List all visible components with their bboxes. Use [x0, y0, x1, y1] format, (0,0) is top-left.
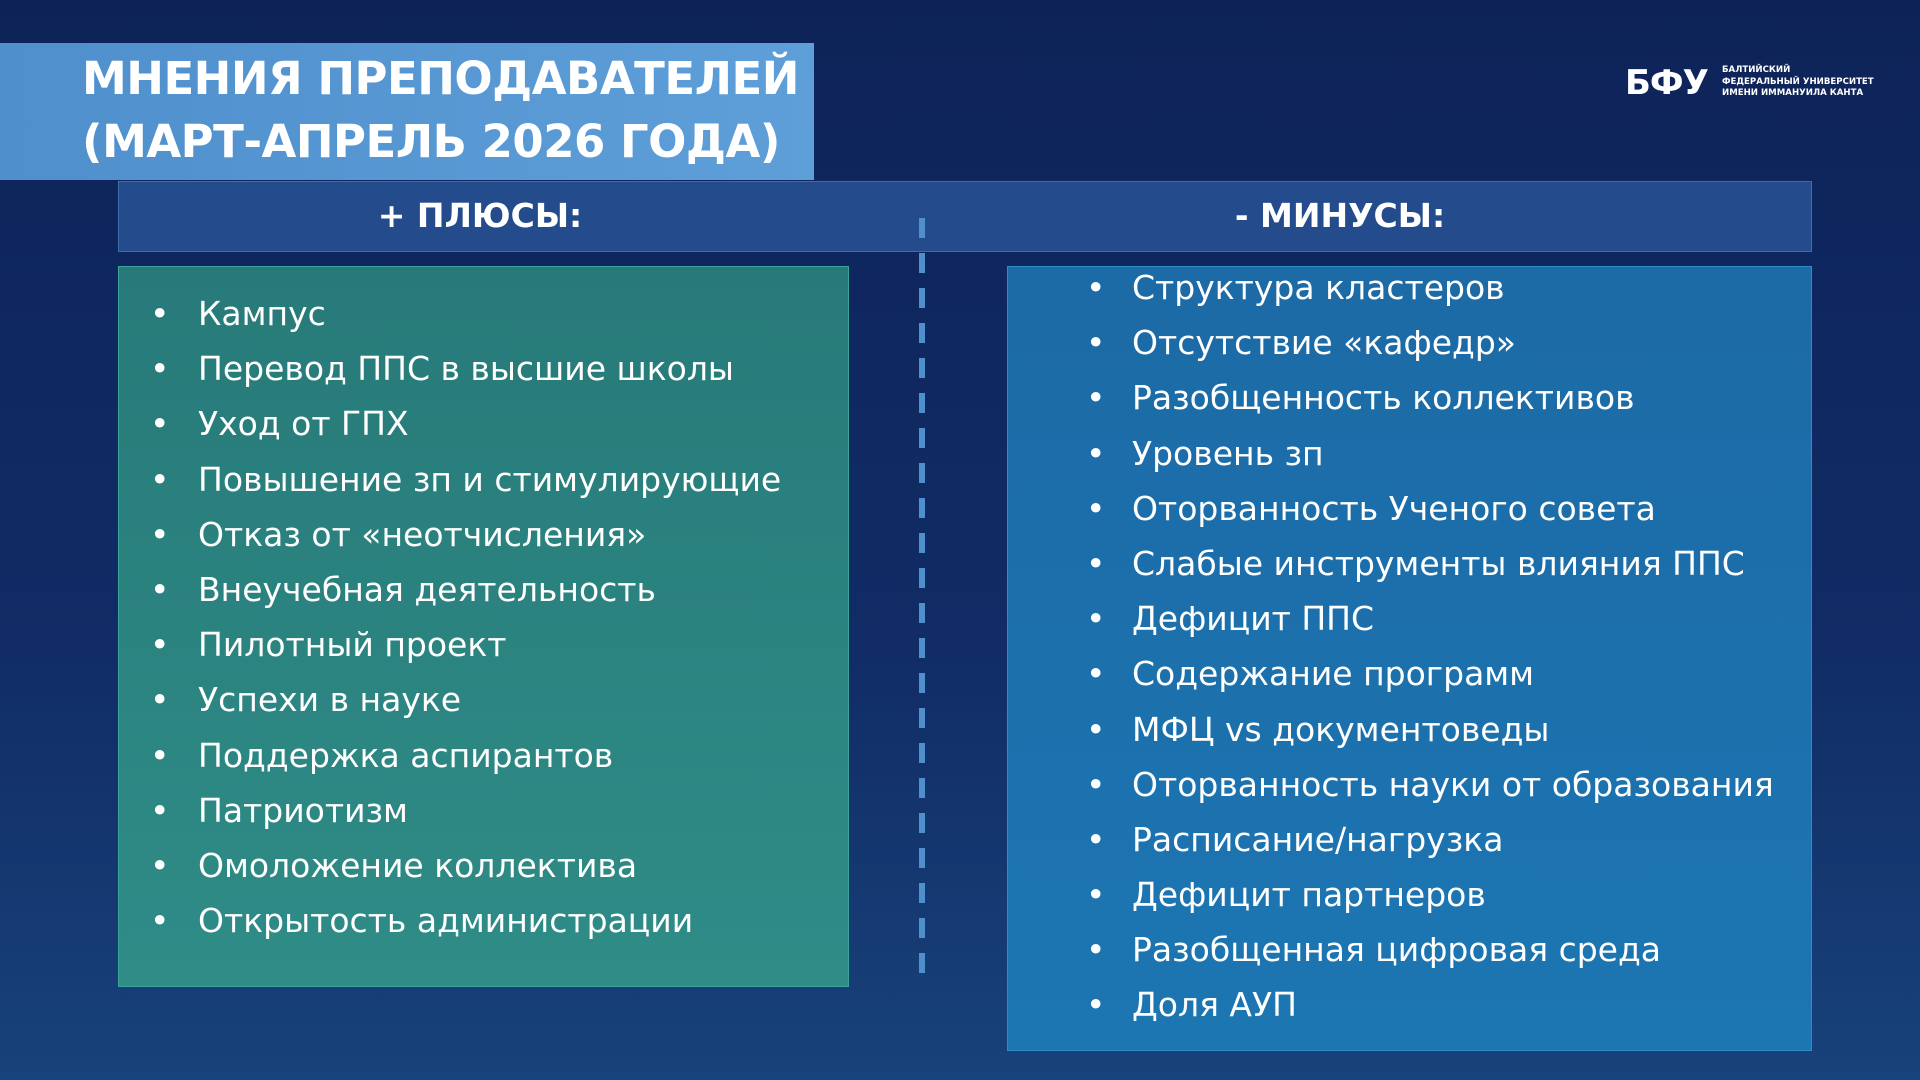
cons-list-item — [1052, 982, 1774, 1037]
bullet-icon: • — [1086, 268, 1106, 307]
cons-item-text: Оторванность науки от образования — [1132, 764, 1774, 804]
pros-item-text: Перевод ППС в высшие школы — [198, 349, 734, 389]
cons-list-item — [1052, 651, 1774, 706]
logo-text-line-3: ИМЕНИ ИММАНУИЛА КАНТА — [1722, 88, 1864, 98]
pros-list-item — [119, 512, 781, 567]
cons-list-item — [1052, 762, 1774, 817]
bullet-icon: • — [1086, 819, 1106, 859]
bullet-icon: • — [1086, 654, 1106, 694]
bullet-icon: • — [150, 294, 170, 333]
pros-item-text: Омоложение коллектива — [198, 845, 638, 885]
cons-header: - МИНУСЫ: — [1234, 196, 1446, 235]
pros-item-text: Повышение зп и стимулирующие — [198, 459, 782, 499]
slide-title-line-1: МНЕНИЯ ПРЕПОДАВАТЕЛЕЙ — [82, 52, 799, 105]
cons-item-text: Дефицит партнеров — [1132, 875, 1486, 915]
bullet-icon: • — [1086, 985, 1106, 1025]
bullet-icon: • — [150, 790, 170, 830]
bullet-icon: • — [150, 349, 170, 389]
pros-list — [119, 291, 781, 953]
bullet-icon: • — [1086, 599, 1106, 639]
bullet-icon: • — [150, 514, 170, 554]
pros-item-text: Внеучебная деятельность — [198, 569, 656, 609]
pros-item-text: Патриотизм — [198, 790, 408, 830]
logo-text-line-2: ФЕДЕРАЛЬНЫЙ УНИВЕРСИТЕТ — [1722, 76, 1874, 87]
dashed-divider — [919, 218, 925, 988]
bullet-icon: • — [1086, 764, 1106, 804]
pros-item-text: Успехи в науке — [198, 680, 462, 720]
pros-list-item — [119, 346, 781, 401]
pros-list-item — [119, 843, 781, 898]
bullet-icon: • — [1086, 433, 1106, 473]
cons-list-item — [1052, 707, 1774, 762]
bullet-icon: • — [1086, 709, 1106, 749]
pros-item-text: Кампус — [198, 294, 326, 333]
pros-item-text: Отказ от «неотчисления» — [198, 514, 647, 554]
pros-list-item — [119, 401, 781, 456]
bullet-icon: • — [1086, 543, 1106, 583]
cons-item-text: Дефицит ППС — [1132, 599, 1375, 639]
bullet-icon: • — [150, 459, 170, 499]
bullet-icon: • — [1086, 930, 1106, 970]
pros-item-text: Уход от ГПХ — [198, 404, 409, 444]
pros-list-item — [119, 788, 781, 843]
pros-list-item — [119, 898, 781, 953]
logo-text — [1722, 65, 1882, 100]
cons-item-text: Отсутствие «кафедр» — [1132, 323, 1516, 363]
pros-list-item — [119, 677, 781, 732]
cons-list-item — [1052, 541, 1774, 596]
cons-list-item — [1052, 265, 1774, 320]
bullet-icon: • — [150, 569, 170, 609]
pros-list-item — [119, 567, 781, 622]
cons-list-item — [1052, 817, 1774, 872]
bullet-icon: • — [150, 625, 170, 665]
bullet-icon: • — [1086, 875, 1106, 915]
cons-item-text: Расписание/нагрузка — [1132, 819, 1504, 859]
bullet-icon: • — [150, 680, 170, 720]
cons-list-item — [1052, 320, 1774, 375]
cons-list — [1052, 265, 1774, 1038]
bullet-icon: • — [150, 845, 170, 885]
bullet-icon: • — [1086, 378, 1106, 418]
pros-item-text: Пилотный проект — [198, 625, 507, 665]
pros-list-item — [119, 733, 781, 788]
pros-item-text: Открытость администрации — [198, 901, 694, 941]
logo-text-line-1: БАЛТИЙСКИЙ — [1722, 65, 1791, 75]
cons-item-text: Оторванность Ученого совета — [1132, 488, 1656, 528]
pros-list-item — [119, 291, 781, 346]
cons-list-item — [1052, 872, 1774, 927]
pros-list-item — [119, 622, 781, 677]
cons-item-text: МФЦ vs документоведы — [1132, 709, 1550, 749]
pros-list-item — [119, 457, 781, 512]
bullet-icon: • — [1086, 323, 1106, 363]
cons-list-item — [1052, 927, 1774, 982]
cons-item-text: Доля АУП — [1132, 985, 1297, 1025]
pros-item-text: Поддержка аспирантов — [198, 735, 614, 775]
cons-list-item — [1052, 486, 1774, 541]
logo-mark: БФУ — [1625, 63, 1708, 103]
university-logo — [1625, 62, 1875, 104]
bullet-icon: • — [150, 735, 170, 775]
cons-item-text: Содержание программ — [1132, 654, 1535, 694]
slide-title-line-2: (МАРТ-АПРЕЛЬ 2026 ГОДА) — [82, 115, 780, 168]
cons-list-item — [1052, 431, 1774, 486]
cons-item-text: Уровень зп — [1132, 433, 1324, 473]
cons-item-text: Структура кластеров — [1132, 268, 1505, 307]
bullet-icon: • — [150, 901, 170, 941]
bullet-icon: • — [1086, 488, 1106, 528]
cons-item-text: Разобщенная цифровая среда — [1132, 930, 1662, 970]
cons-list-item — [1052, 596, 1774, 651]
cons-item-text: Слабые инструменты влияния ППС — [1132, 543, 1745, 583]
cons-item-text: Разобщенность коллективов — [1132, 378, 1635, 418]
bullet-icon: • — [150, 404, 170, 444]
cons-list-item — [1052, 375, 1774, 430]
pros-header: + ПЛЮСЫ: — [377, 196, 583, 235]
